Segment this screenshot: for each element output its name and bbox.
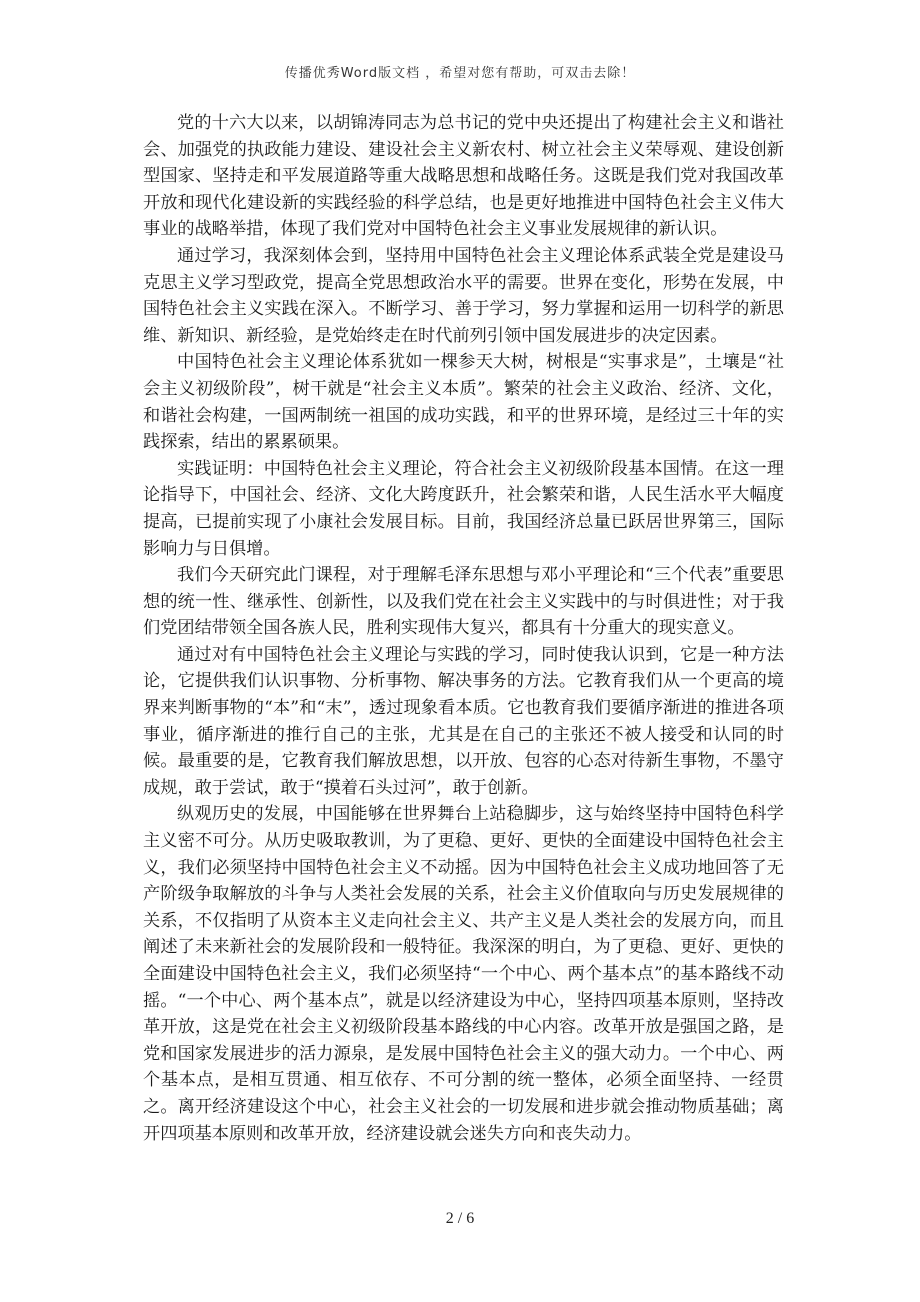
- paragraph-3: 中国特色社会主义理论体系犹如一棵参天大树，树根是“实事求是”，土壤是“社会主义初级阶段”，树干就是“社会主义本质”。繁荣的社会主义政治、经济、文化，和谐社会构建，一国两制统一祖国的成功实践，和平的世界环境，是经过三十年的实践探索，结出的累累硕果。: [143, 352, 784, 453]
- page-header: 传播优秀Word版文档 ，希望对您有帮助，可双击去除！: [284, 66, 636, 81]
- page-current: 2: [445, 1210, 454, 1227]
- document-body: [143, 110, 784, 1147]
- page-total: 6: [466, 1210, 475, 1227]
- paragraph-7: 纵观历史的发展，中国能够在世界舞台上站稳脚步，这与始终坚持中国特色科学主义密不可分。从历史吸取教训，为了更稳、更好、更快的全面建设中国特色社会主义，我们必须坚持中国特色社会主义不动摇。因为中国特色社会主义成功地回答了无产阶级争取解放的斗争与人类社会发展的关系，社会主义价值取向与历史发展规律的关系，不仅指明了从资本主义走向社会主义、共产主义是人类社会的发展方向，而且阐述了未来新社会的发展阶段和一般特征。我深深的明白，为了更稳、更好、更快的全面建设中国特色社会主义，我们必须坚持“一个中心、两个基本点”的基本路线不动摇。“一个中心、两个基本点”，就是以经济建设为中心，坚持四项基本原则，坚持改革开放，这是党在社会主义初级阶段基本路线的中心内容。改革开放是强国之路，是党和国家发展进步的活力源泉，是发展中国特色社会主义的强大动力。一个中心、两个基本点，是相互贯通、相互依存、不可分割的统一整体，必须全面坚持、一经贯之。离开经济建设这个中心，社会主义社会的一切发展和进步就会推动物质基础；离开四项基本原则和改革开放，经济建设就会迷失方向和丧失动力。: [143, 804, 784, 1144]
- page-number: [0, 1210, 920, 1228]
- paragraph-5: 我们今天研究此门课程，对于理解毛泽东思想与邓小平理论和“三个代表”重要思想的统一性、继承性、创新性，以及我们党在社会主义实践中的与时俱进性；对于我们党团结带领全国各族人民，胜利实现伟大复兴，都具有十分重大的现实意义。: [143, 565, 784, 639]
- page-separator: /: [453, 1210, 467, 1227]
- paragraph-6: 通过对有中国特色社会主义理论与实践的学习，同时使我认识到，它是一种方法论，它提供我们认识事物、分析事物、解决事务的方法。它教育我们从一个更高的境界来判断事物的“本”和“末”，透过现象看本质。它也教育我们要循序渐进的推进各项事业，循序渐进的推行自己的主张，尤其是在自己的主张还不被人接受和认同的时候。最重要的是，它教育我们解放思想，以开放、包容的心态对待新生事物，不墨守成规，敢于尝试，敢于“摸着石头过河”，敢于创新。: [143, 644, 784, 798]
- paragraph-1: 党的十六大以来，以胡锦涛同志为总书记的党中央还提出了构建社会主义和谐社会、加强党的执政能力建设、建设社会主义新农村、树立社会主义荣辱观、建设创新型国家、坚持走和平发展道路等重大战略思想和战略任务。这既是我们党对我国改革开放和现代化建设新的实践经验的科学总结，也是更好地推进中国特色社会主义伟大事业的战略举措，体现了我们党对中国特色社会主义事业发展规律的新认识。: [143, 113, 784, 240]
- paragraph-4: 实践证明：中国特色社会主义理论，符合社会主义初级阶段基本国情。在这一理论指导下，中国社会、经济、文化大跨度跃升，社会繁荣和谐，人民生活水平大幅度提高，已提前实现了小康社会发展目标。目前，我国经济总量已跃居世界第三，国际影响力与日俱增。: [143, 458, 784, 559]
- paragraph-2: 通过学习，我深刻体会到，坚持用中国特色社会主义理论体系武装全党是建设马克思主义学习型政党，提高全党思想政治水平的需要。世界在变化，形势在发展，中国特色社会主义实践在深入。不断学习、善于学习，努力掌握和运用一切科学的新思维、新知识、新经验，是党始终走在时代前列引领中国发展进步的决定因素。: [143, 245, 784, 346]
